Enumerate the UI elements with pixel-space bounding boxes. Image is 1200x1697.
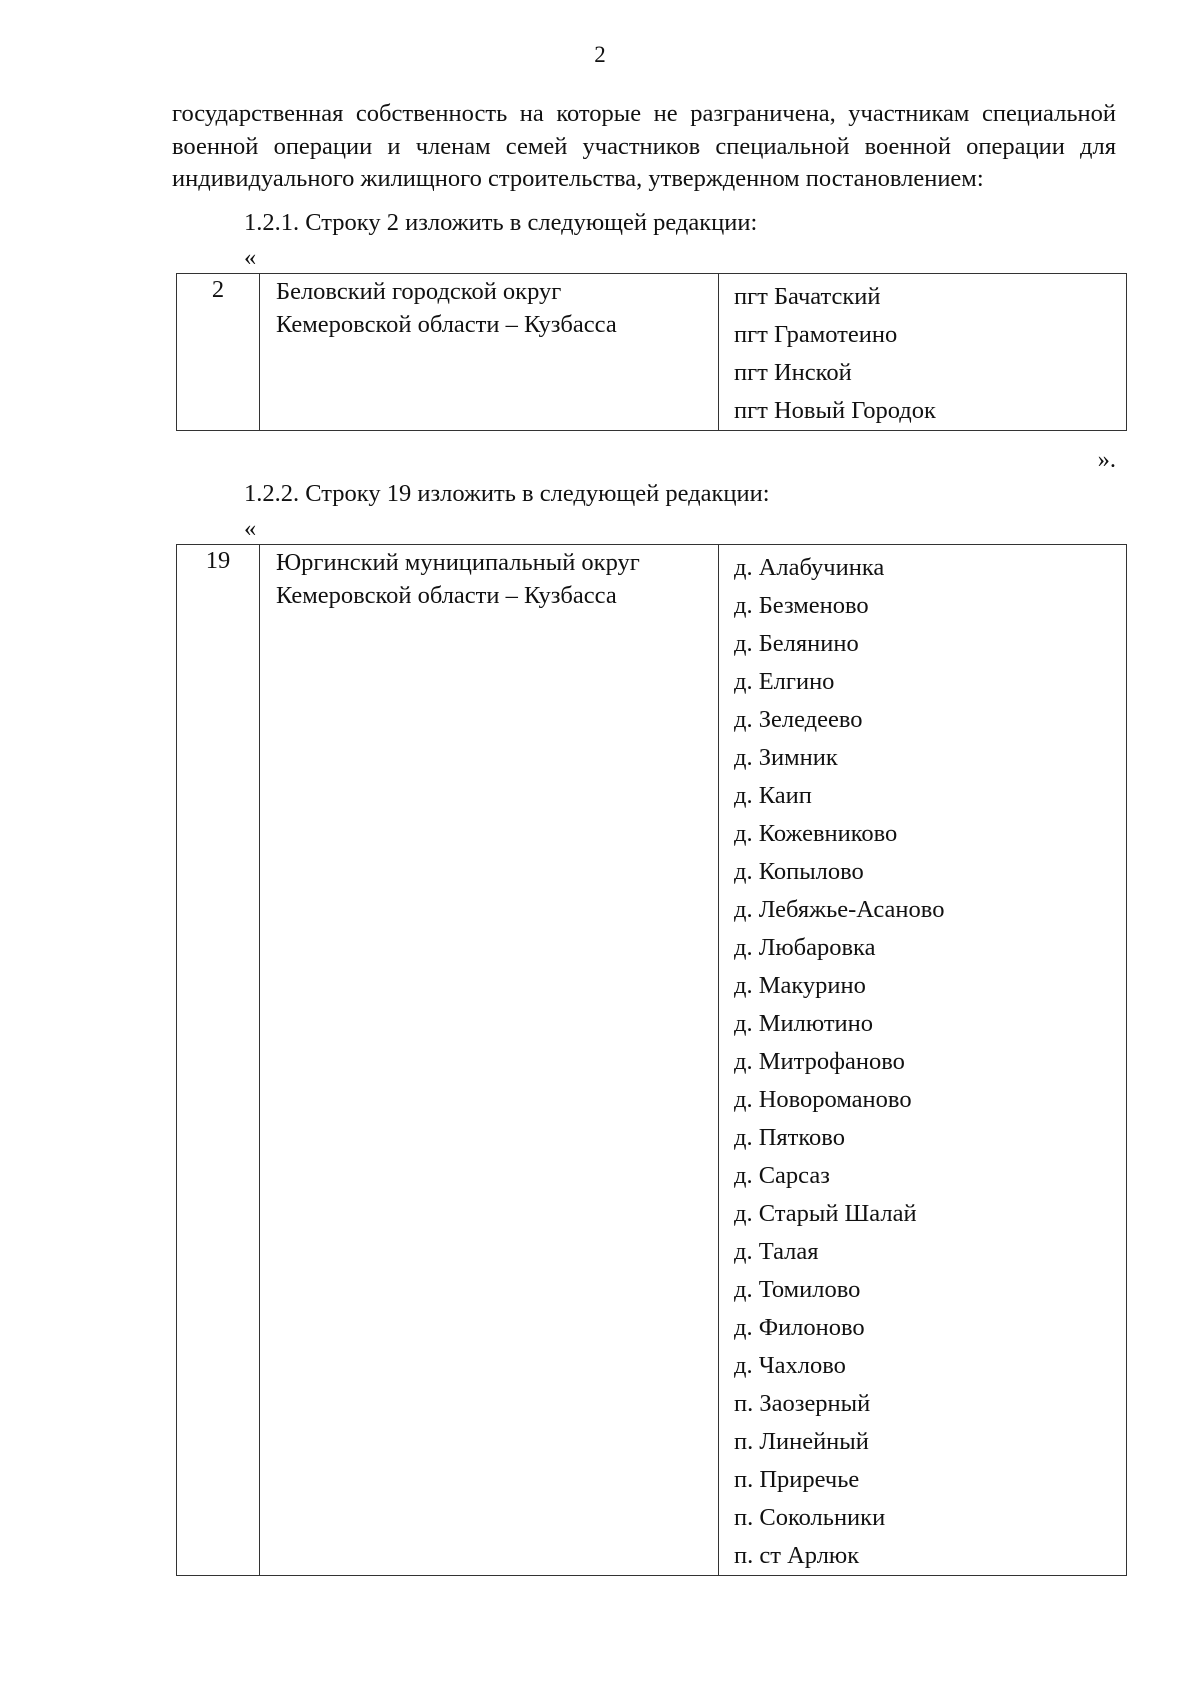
settlement-item: д. Пятково xyxy=(734,1124,845,1151)
municipality-line-2: Кемеровской области – Кузбасса xyxy=(276,310,617,338)
item-1-quote-open: « xyxy=(244,244,257,271)
row-number-cell: 19 xyxy=(177,545,260,1576)
settlement-item: д. Копылово xyxy=(734,858,864,885)
municipality-cell xyxy=(260,274,719,431)
item-2-quote-open: « xyxy=(244,515,257,542)
settlement-item: д. Белянино xyxy=(734,630,859,657)
table-row-2 xyxy=(176,273,1127,431)
settlement-item: п. Линейный xyxy=(734,1428,869,1455)
settlement-item: д. Безменово xyxy=(734,592,869,619)
municipality-cell xyxy=(260,545,719,1576)
page-number: 2 xyxy=(594,42,606,67)
settlements-cell xyxy=(719,545,1127,1576)
row-number-cell: 2 xyxy=(177,274,260,431)
settlement-item: д. Филоново xyxy=(734,1314,865,1341)
settlement-item: д. Лебяжье-Асаново xyxy=(734,896,945,923)
settlements-cell xyxy=(719,274,1127,431)
settlement-item: д. Старый Шалай xyxy=(734,1200,917,1227)
item-1-quote-close: ». xyxy=(1097,446,1116,473)
settlement-item: д. Милютино xyxy=(734,1010,873,1037)
settlement-item: д. Новороманово xyxy=(734,1086,912,1113)
settlement-item: д. Елгино xyxy=(734,668,835,695)
item-2-heading: 1.2.2. Строку 19 изложить в следующей редакции: xyxy=(244,480,770,507)
settlement-item: д. Макурино xyxy=(734,972,866,999)
settlement-item: д. Каип xyxy=(734,782,812,809)
settlement-item: пгт Грамотеино xyxy=(734,321,898,348)
settlement-item: д. Зеледеево xyxy=(734,706,863,733)
table-row xyxy=(177,545,1127,1576)
table-row xyxy=(177,274,1127,431)
settlement-item: д. Чахлово xyxy=(734,1352,846,1379)
settlement-item: д. Кожевниково xyxy=(734,820,898,847)
settlement-item: д. Талая xyxy=(734,1238,819,1265)
settlement-item: д. Любаровка xyxy=(734,934,876,961)
settlement-item: п. Приречье xyxy=(734,1466,860,1493)
intro-paragraph: государственная собственность на которые не разграничена, участникам специальной военной операции и членам семей участников специальной военной операции для индивидуального жилищного строительства, утвержденном постановлением: xyxy=(172,100,1116,192)
table-row-19 xyxy=(176,544,1127,1576)
settlement-item: пгт Инской xyxy=(734,359,852,386)
settlement-item: д. Митрофаново xyxy=(734,1048,905,1075)
settlement-item: пгт Бачатский xyxy=(734,283,881,310)
settlement-item: д. Сарсаз xyxy=(734,1162,830,1189)
settlement-item: п. ст Арлюк xyxy=(734,1542,860,1569)
settlement-item: п. Заозерный xyxy=(734,1390,871,1417)
municipality-line-1: Беловский городской округ xyxy=(276,278,562,305)
settlement-item: д. Алабучинка xyxy=(734,554,885,581)
settlement-item: пгт Новый Городок xyxy=(734,397,936,424)
municipality-line-2: Кемеровской области – Кузбасса xyxy=(276,581,617,609)
settlement-item: д. Зимник xyxy=(734,744,838,771)
municipality-line-1: Юргинский муниципальный округ xyxy=(276,549,640,576)
settlement-item: д. Томилово xyxy=(734,1276,861,1303)
settlement-item: п. Сокольники xyxy=(734,1504,886,1531)
item-1-heading: 1.2.1. Строку 2 изложить в следующей редакции: xyxy=(244,209,758,236)
